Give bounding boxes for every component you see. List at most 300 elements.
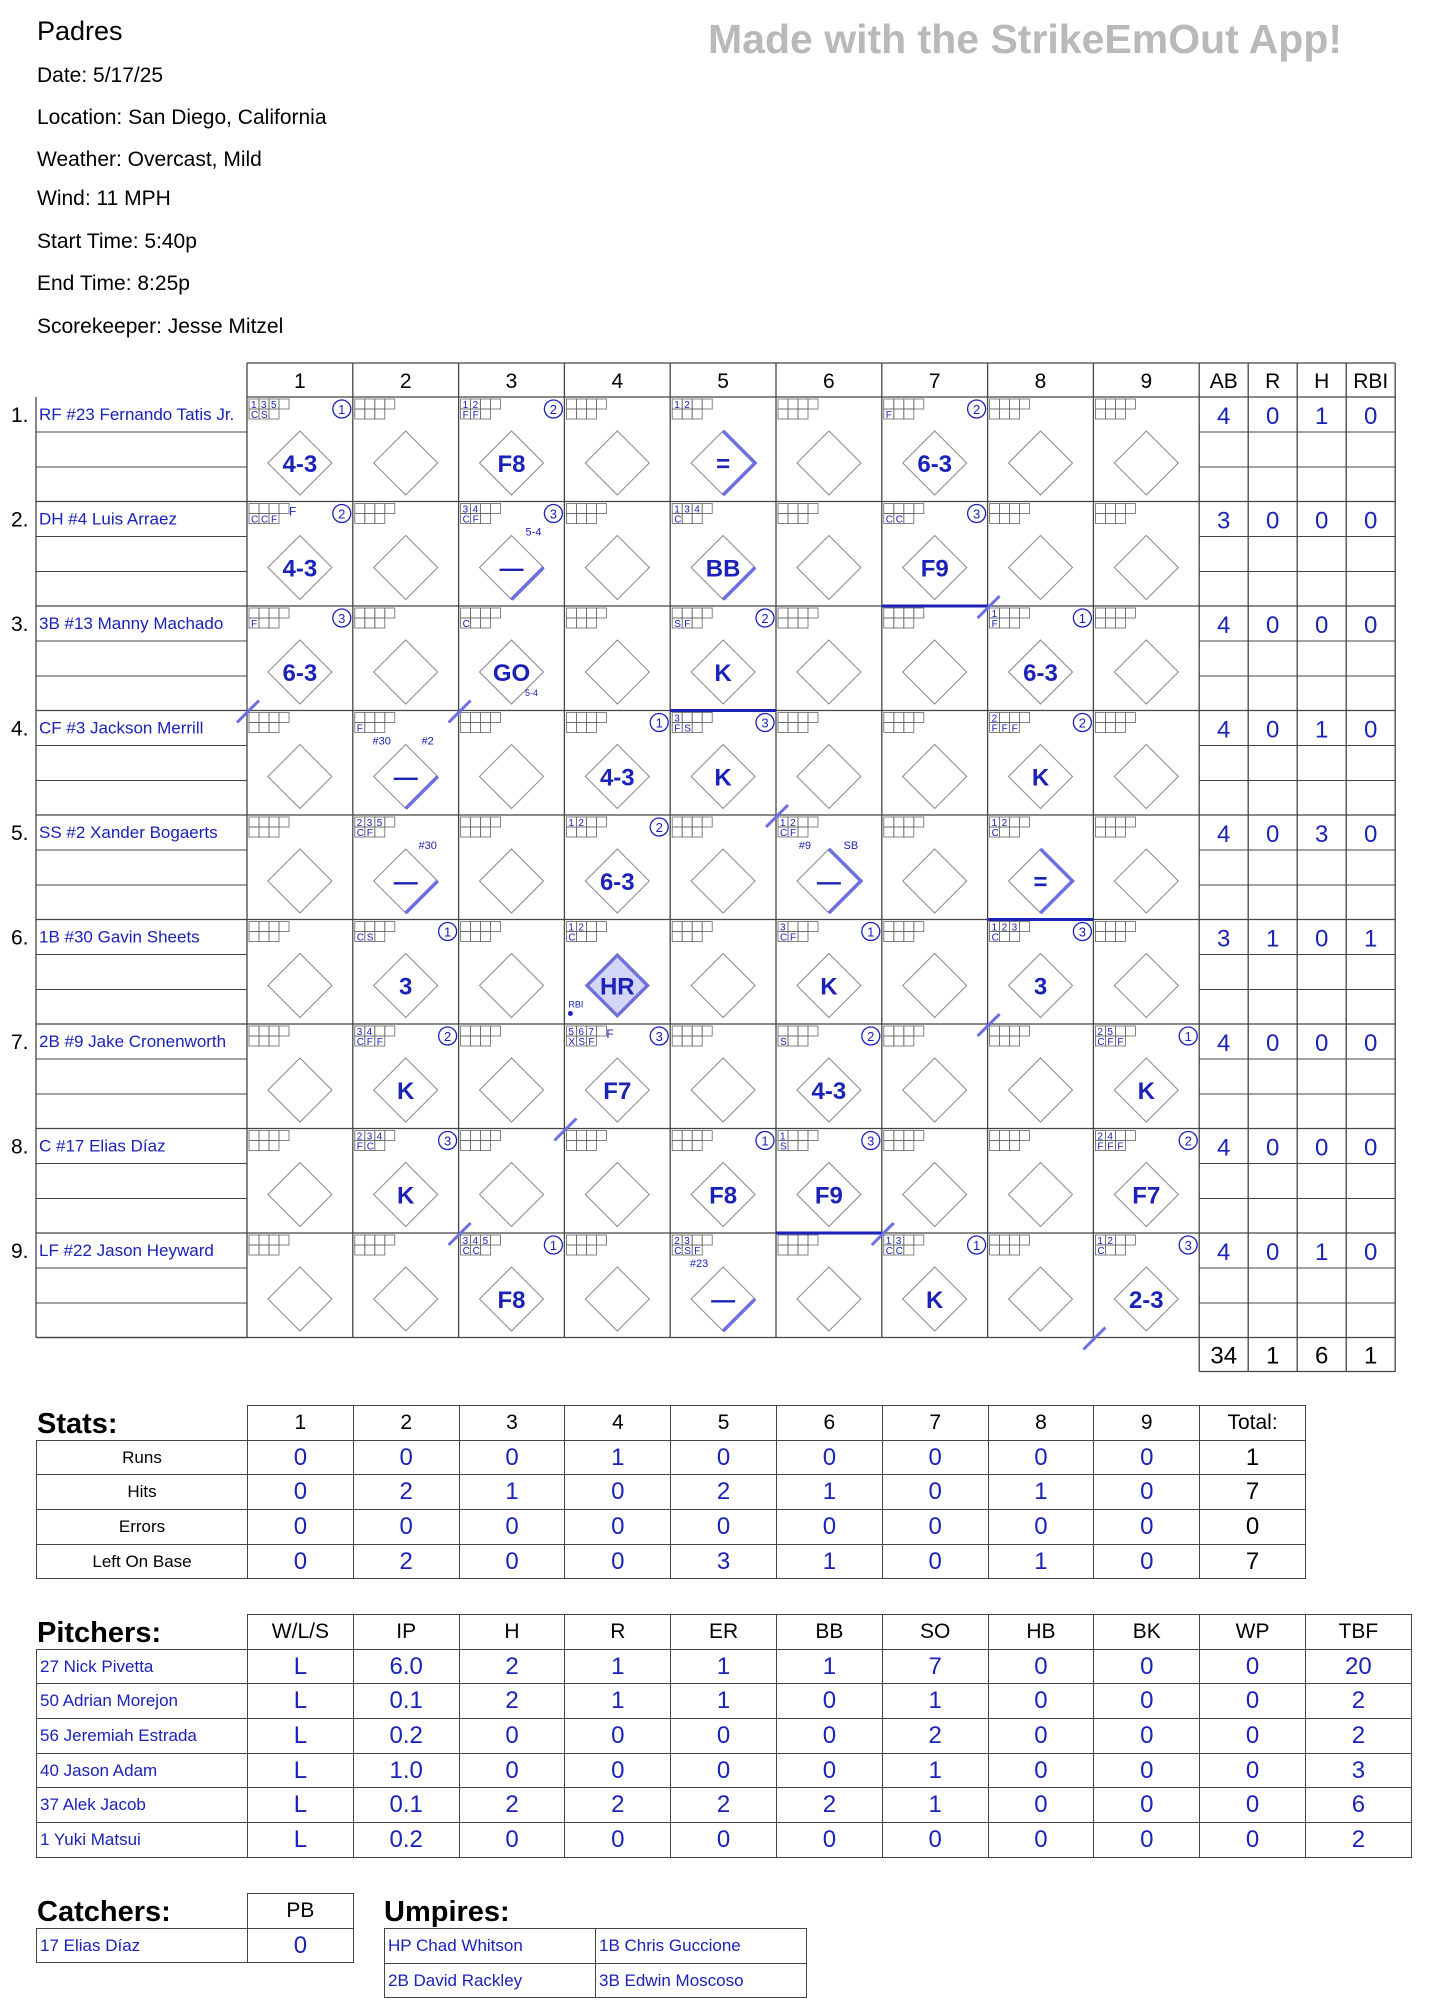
pitch-mark: C <box>356 828 365 839</box>
player-stat: 3 <box>1217 507 1231 535</box>
player-stat: 4 <box>1217 1134 1231 1162</box>
pitcher-stat: 0 <box>1094 1684 1200 1719</box>
pitch-box <box>894 817 904 827</box>
catchers-title: Catchers: <box>37 1896 171 1928</box>
pitch-box <box>461 1131 471 1141</box>
pitch-mark: F <box>588 1037 595 1048</box>
pitch-box <box>904 723 914 733</box>
pitch-box <box>279 504 289 514</box>
pitch-box <box>904 1026 914 1036</box>
pitch-box <box>798 608 808 618</box>
pitch-box <box>808 1131 818 1141</box>
pitch-box <box>586 817 596 827</box>
pitch-box <box>1095 932 1105 942</box>
pitch-box <box>491 817 501 827</box>
pitch-mark: S <box>366 932 374 944</box>
pitch-box <box>1000 608 1010 618</box>
pitch-box <box>990 504 1000 514</box>
pitch-mark: S <box>261 410 268 421</box>
pitch-box <box>365 409 375 419</box>
pitch-box <box>672 1131 682 1141</box>
pitcher-stat: 1.0 <box>353 1753 459 1788</box>
pitch-mark: S <box>684 723 691 735</box>
pitch-box <box>1105 409 1115 419</box>
pitch-box <box>1000 1235 1010 1245</box>
stat-header-rbi: RBI <box>1353 370 1389 393</box>
pitch-box <box>672 827 682 837</box>
pitch-box <box>904 922 914 932</box>
pitch-box <box>702 713 712 723</box>
stats-value: 7 <box>1200 1475 1306 1510</box>
player-name: 2B #9 Jake Cronenworth <box>39 1032 227 1051</box>
pitchers-header: SO <box>882 1615 988 1650</box>
pitch-box <box>1115 713 1125 723</box>
player-name: SS #2 Xander Bogaerts <box>39 823 218 842</box>
base-diamond <box>374 431 438 495</box>
pitcher-stat: 0 <box>988 1719 1094 1754</box>
pitch-box <box>692 1036 702 1046</box>
pitch-box <box>1115 922 1125 932</box>
pitch-box <box>375 922 385 932</box>
base-diamond <box>268 1267 332 1331</box>
pitch-box <box>1020 608 1030 618</box>
pitcher-stat: L <box>248 1684 354 1719</box>
pitch-box <box>788 1026 798 1036</box>
pitch-box <box>269 618 279 628</box>
pitch-box <box>990 514 1000 524</box>
pitch-box <box>778 713 788 723</box>
inning-end-slash <box>978 1014 1000 1036</box>
stats-value: 0 <box>1094 1475 1200 1510</box>
pitch-box <box>279 1131 289 1141</box>
pitch-box <box>1020 1026 1030 1036</box>
stats-value: 2 <box>353 1475 459 1510</box>
pitch-box <box>355 399 365 409</box>
pitch-box <box>365 514 375 524</box>
pitch-box <box>788 1245 798 1255</box>
pitch-box <box>904 932 914 942</box>
pitch-box <box>1105 932 1115 942</box>
catchers-corner <box>37 1894 248 1929</box>
base-diamond <box>480 849 544 913</box>
game-wind: Wind: 11 MPH <box>37 187 171 210</box>
pitchers-table <box>36 1614 1412 1858</box>
pitch-box <box>884 1131 894 1141</box>
pitch-box <box>1095 504 1105 514</box>
pitch-box <box>249 817 259 827</box>
pitch-box <box>1105 608 1115 618</box>
pitcher-name: 1 Yuki Matsui <box>37 1823 248 1858</box>
play-result: 6-3 <box>282 660 318 687</box>
out-number: 3 <box>1078 924 1087 940</box>
pitch-mark: S <box>578 1037 586 1048</box>
player-stat: 0 <box>1266 821 1280 848</box>
pitch-box <box>990 1131 1000 1141</box>
out-number: 2 <box>761 611 769 626</box>
pitch-box <box>385 817 395 827</box>
pitch-box <box>1010 608 1020 618</box>
play-result: 3 <box>399 973 413 1001</box>
stats-value: 0 <box>882 1544 988 1579</box>
pitch-box <box>355 713 365 723</box>
play-result: F8 <box>709 1182 738 1210</box>
pitch-mark: F <box>271 514 278 526</box>
pitch-mark: 4 <box>472 504 479 516</box>
player-name: 1B #30 Gavin Sheets <box>39 927 200 947</box>
inning-header: 2 <box>399 370 412 393</box>
pitcher-name: 27 Nick Pivetta <box>37 1649 248 1684</box>
pitcher-row <box>37 1823 1412 1858</box>
pitcher-stat: 0 <box>671 1719 777 1754</box>
pitch-mark: C <box>780 932 788 944</box>
player-stat: 1 <box>1266 925 1280 953</box>
pitch-box <box>481 922 491 932</box>
pitch-mark: F <box>1117 1037 1124 1048</box>
pitch-mark: 4 <box>472 1236 479 1247</box>
pitch-box <box>1010 713 1020 723</box>
pitch-box <box>1105 827 1115 837</box>
pitch-box <box>471 723 481 733</box>
pitch-box <box>788 618 798 628</box>
base-diamond <box>797 745 861 809</box>
player-stat: 3 <box>1217 925 1231 953</box>
pitch-box <box>259 608 269 618</box>
pitch-mark: 2 <box>356 1131 363 1143</box>
pitch-box <box>355 504 365 514</box>
base-diamond <box>1114 849 1178 913</box>
stats-value: 0 <box>1200 1510 1306 1545</box>
pitcher-stat: 0.2 <box>353 1719 459 1754</box>
lineup-total: 6 <box>1315 1342 1329 1370</box>
player-stat: 0 <box>1364 821 1378 848</box>
pitch-mark: F <box>1117 1141 1124 1153</box>
pitch-box <box>586 713 596 723</box>
play-result: 3 <box>1033 973 1048 1001</box>
pitch-box <box>788 504 798 514</box>
pitch-box <box>682 817 692 827</box>
pitch-box <box>884 1036 894 1046</box>
pitch-box <box>491 1131 501 1141</box>
play-result: — <box>816 869 841 896</box>
lineup-order: 2. <box>11 508 29 532</box>
player-stat: 0 <box>1266 1030 1280 1057</box>
pitch-box <box>1000 409 1010 419</box>
pitcher-stat: 1 <box>776 1649 882 1684</box>
stats-value: 0 <box>671 1510 777 1545</box>
pitch-box <box>798 1141 808 1151</box>
pitcher-stat: 6 <box>1305 1788 1411 1823</box>
stats-row-label: Runs <box>37 1440 248 1475</box>
pitchers-header: ER <box>671 1615 777 1650</box>
player-name: C #17 Elias Díaz <box>39 1136 166 1156</box>
stats-value: 0 <box>988 1510 1094 1545</box>
pitch-box <box>1125 504 1135 514</box>
pitcher-stat: 0.2 <box>353 1823 459 1858</box>
pitch-mark: 1 <box>674 400 680 411</box>
pitch-box <box>904 1131 914 1141</box>
pitch-box <box>576 1141 586 1151</box>
stats-value: 0 <box>671 1440 777 1475</box>
stats-value: 1 <box>988 1544 1094 1579</box>
pitch-mark: 1 <box>991 609 998 620</box>
pitch-box <box>249 827 259 837</box>
pitcher-stat: L <box>248 1753 354 1788</box>
pitch-box <box>355 618 365 628</box>
pitch-mark: C <box>366 1141 375 1153</box>
pitch-box <box>692 932 702 942</box>
stats-header: 2 <box>353 1406 459 1441</box>
pitch-box <box>692 827 702 837</box>
pitch-box <box>904 1235 914 1245</box>
pitch-box <box>894 713 904 723</box>
play-result: F8 <box>497 1287 526 1314</box>
pitch-box <box>904 1245 914 1255</box>
lineup-order: 6. <box>11 926 29 950</box>
pitch-box <box>1105 514 1115 524</box>
stats-value: 1 <box>565 1440 671 1475</box>
pitch-box <box>894 399 904 409</box>
pitch-box <box>682 922 692 932</box>
pitch-box <box>788 409 798 419</box>
pitch-box <box>586 514 596 524</box>
pitch-box <box>586 922 596 932</box>
pitch-box <box>355 1235 365 1245</box>
pitch-mark: F <box>376 1037 383 1048</box>
player-stat: 0 <box>1364 403 1378 430</box>
pitch-box <box>491 504 501 514</box>
pitch-box <box>904 409 914 419</box>
pitch-box <box>990 409 1000 419</box>
pitcher-stat: 0.1 <box>353 1684 459 1719</box>
base-diamond <box>1009 431 1073 495</box>
play-note: 5-4 <box>525 526 542 539</box>
pitcher-stat: 1 <box>882 1788 988 1823</box>
base-diamond <box>797 536 861 600</box>
pitch-box <box>481 409 491 419</box>
pitch-box <box>566 409 576 419</box>
pitch-box <box>702 1235 712 1245</box>
pitch-box <box>894 1131 904 1141</box>
pitch-box <box>1020 399 1030 409</box>
player-stat: 0 <box>1315 925 1329 953</box>
player-stat: 4 <box>1217 716 1231 744</box>
pitch-box <box>1105 504 1115 514</box>
pitch-box <box>259 922 269 932</box>
stats-header: 9 <box>1094 1406 1200 1441</box>
pitch-box <box>491 608 501 618</box>
pitch-box <box>269 1026 279 1036</box>
pitcher-stat: 2 <box>1305 1823 1411 1858</box>
pitch-box <box>808 922 818 932</box>
inning-header: 8 <box>1034 370 1047 393</box>
pitch-box <box>894 723 904 733</box>
pitch-box <box>269 713 279 723</box>
play-result: BB <box>705 555 741 583</box>
pitch-box <box>788 608 798 618</box>
pitch-mark: F <box>1097 1141 1104 1153</box>
pitch-box <box>894 1026 904 1036</box>
pitch-box <box>1020 922 1030 932</box>
lineup-total: 34 <box>1210 1342 1238 1370</box>
player-stat: 0 <box>1315 507 1329 535</box>
pitch-box <box>375 399 385 409</box>
pitch-box <box>682 1141 692 1151</box>
pitch-box <box>461 932 471 942</box>
pitch-extra: F <box>606 1027 614 1041</box>
base-diamond <box>1114 745 1178 809</box>
pitch-box <box>586 1245 596 1255</box>
pitch-box <box>491 713 501 723</box>
out-number: 2 <box>549 402 558 417</box>
pitch-box <box>884 713 894 723</box>
pitch-box <box>279 922 289 932</box>
pitch-box <box>1000 618 1010 628</box>
pitch-box <box>375 713 385 723</box>
pitch-box <box>914 504 924 514</box>
pitch-box <box>481 817 491 827</box>
pitch-box <box>1010 817 1020 827</box>
pitch-box <box>1095 723 1105 733</box>
pitch-mark: 7 <box>588 1027 594 1038</box>
pitch-box <box>481 618 491 628</box>
pitch-box <box>1010 618 1020 628</box>
play-result: 4-3 <box>282 555 318 583</box>
pitch-mark: 1 <box>780 818 786 829</box>
pitch-box <box>355 608 365 618</box>
pitch-box <box>904 827 914 837</box>
base-diamond <box>480 954 544 1018</box>
pitcher-stat: L <box>248 1649 354 1684</box>
base-diamond <box>903 640 967 704</box>
player-stat: 0 <box>1364 716 1378 744</box>
out-number: 2 <box>867 1029 875 1044</box>
pitch-box <box>1095 618 1105 628</box>
pitch-box <box>692 608 702 618</box>
pitch-box <box>249 608 259 618</box>
base-diamond <box>268 849 332 913</box>
pitch-mark: 1 <box>991 922 998 934</box>
lineup-order: 3. <box>11 613 29 636</box>
pitcher-stat: L <box>248 1788 354 1823</box>
pitch-box <box>1115 1235 1125 1245</box>
pitch-box <box>1115 409 1125 419</box>
base-diamond <box>903 954 967 1018</box>
pitch-box <box>279 608 289 618</box>
pitch-mark: 2 <box>1107 1236 1113 1247</box>
pitch-mark: C <box>674 1246 682 1257</box>
play-result: K <box>714 764 732 792</box>
pitch-box <box>914 399 924 409</box>
player-stat: 0 <box>1364 612 1378 639</box>
pitch-box <box>576 723 586 733</box>
pitch-box <box>1020 713 1030 723</box>
pitch-box <box>798 827 808 837</box>
pitch-box <box>692 399 702 409</box>
pitch-box <box>1125 1131 1135 1141</box>
pitcher-stat: 0 <box>1094 1719 1200 1754</box>
pitch-box <box>1095 399 1105 409</box>
pitch-box <box>1000 1131 1010 1141</box>
pitch-box <box>269 504 279 514</box>
stats-value: 3 <box>671 1544 777 1579</box>
pitch-box <box>692 817 702 827</box>
base-diamond <box>797 640 861 704</box>
pitch-box <box>576 409 586 419</box>
pitch-mark: 3 <box>674 713 680 725</box>
pitch-box <box>259 1245 269 1255</box>
stats-value: 0 <box>248 1510 354 1545</box>
pitch-box <box>355 922 365 932</box>
pitch-mark: 1 <box>1097 1236 1103 1247</box>
pitch-mark: 3 <box>356 1027 363 1038</box>
pitch-mark: 2 <box>991 713 998 725</box>
pitch-mark: 5 <box>376 818 383 829</box>
pitch-box <box>798 1245 808 1255</box>
base-diamond <box>1114 431 1178 495</box>
pitch-mark: F <box>366 828 373 839</box>
pitch-mark: F <box>694 1246 701 1257</box>
pitch-box <box>375 504 385 514</box>
pitch-box <box>249 1245 259 1255</box>
pitch-box <box>778 514 788 524</box>
pitch-box <box>471 1141 481 1151</box>
pitch-box <box>1000 1141 1010 1151</box>
pitch-box <box>788 1036 798 1046</box>
pitch-box <box>990 1141 1000 1151</box>
player-stat: 0 <box>1315 1134 1329 1162</box>
play-result: 4-3 <box>282 451 318 478</box>
pitch-box <box>566 713 576 723</box>
stats-value: 2 <box>353 1544 459 1579</box>
pitcher-stat: 0 <box>776 1684 882 1719</box>
play-result: = <box>1033 869 1048 896</box>
pitch-box <box>481 399 491 409</box>
stats-value: 1 <box>1200 1440 1306 1475</box>
pitch-box <box>1000 1036 1010 1046</box>
pitch-box <box>471 1131 481 1141</box>
pitcher-stat: 1 <box>882 1753 988 1788</box>
pitch-box <box>1095 817 1105 827</box>
pitch-box <box>375 1245 385 1255</box>
pitch-box <box>904 399 914 409</box>
base-diamond <box>903 1163 967 1227</box>
pitch-box <box>1095 713 1105 723</box>
pitch-mark: C <box>251 514 259 526</box>
pitch-mark: C <box>462 1246 470 1257</box>
play-result: HR <box>599 973 635 1001</box>
pitch-box <box>1105 817 1115 827</box>
player-stat: 4 <box>1217 403 1231 430</box>
pitch-box <box>894 608 904 618</box>
pitch-box <box>566 723 576 733</box>
base-diamond <box>903 745 967 809</box>
pitch-box <box>566 1235 576 1245</box>
pitch-box <box>471 1026 481 1036</box>
pitch-box <box>365 723 375 733</box>
pitch-box <box>269 1245 279 1255</box>
umpire-name: 2B David Rackley <box>385 1963 596 1998</box>
pitch-box <box>596 1131 606 1141</box>
play-note: #30 <box>372 735 391 748</box>
pitch-mark: 2 <box>674 1236 680 1247</box>
pitch-box <box>491 399 501 409</box>
pitcher-stat: 1 <box>671 1684 777 1719</box>
pitcher-stat: 0 <box>1094 1753 1200 1788</box>
pitch-box <box>914 922 924 932</box>
pitch-box <box>904 618 914 628</box>
pitch-box <box>385 713 395 723</box>
pitch-box <box>576 504 586 514</box>
